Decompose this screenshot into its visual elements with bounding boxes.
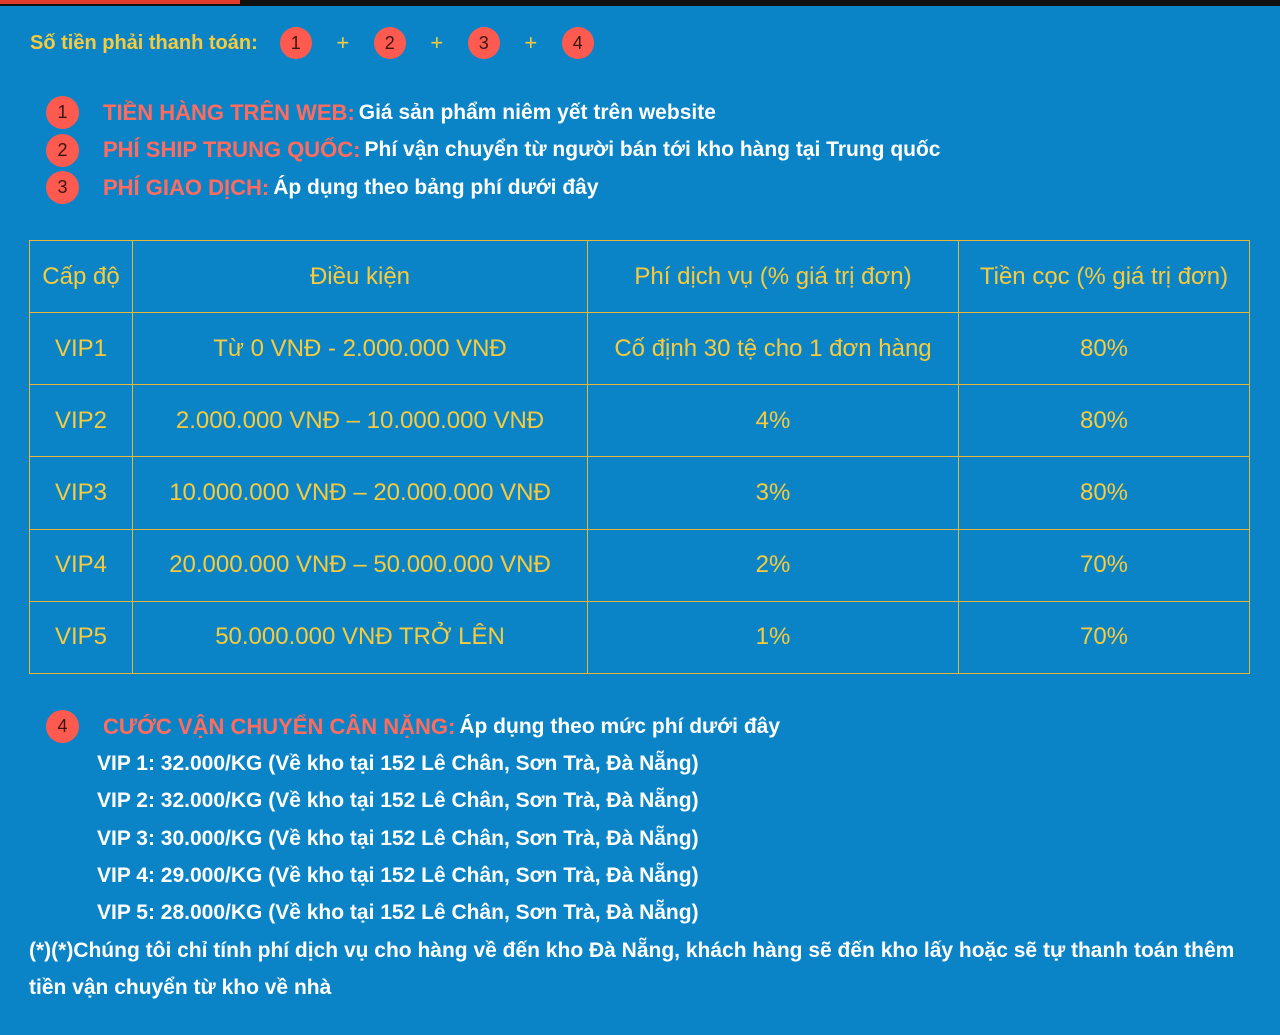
top-banner-strip [0, 0, 1280, 6]
shipping-rate-line: VIP 3: 30.000/KG (Về kho tại 152 Lê Chân, Sơn Trà, Đà Nẵng) [97, 826, 699, 850]
table-row [30, 385, 1250, 457]
plus-sign: + [430, 30, 444, 55]
table-header-row [30, 241, 1250, 313]
shipping-rate-line: VIP 5: 28.000/KG (Về kho tại 152 Lê Chân, Sơn Trà, Đà Nẵng) [97, 901, 699, 925]
item-description: Áp dụng theo mức phí dưới đây [459, 714, 781, 738]
table-cell: VIP3 [30, 457, 133, 529]
item-description: Áp dụng theo bảng phí dưới đây [273, 175, 599, 199]
table-cell: 80% [959, 385, 1250, 457]
weight-shipping-section [46, 708, 780, 746]
table-row [30, 529, 1250, 601]
table-cell: 3% [588, 457, 959, 529]
table-cell: 80% [959, 457, 1250, 529]
fee-components-list [46, 94, 940, 207]
table-cell: 70% [959, 529, 1250, 601]
table-cell: Từ 0 VNĐ - 2.000.000 VNĐ [133, 313, 588, 385]
table-cell: 2.000.000 VNĐ – 10.000.000 VNĐ [133, 385, 588, 457]
column-header: Cấp độ [30, 241, 133, 313]
shipping-rate-list [97, 745, 699, 931]
table-cell: VIP2 [30, 385, 133, 457]
table-cell: 50.000.000 VNĐ TRỞ LÊN [133, 601, 588, 673]
column-header: Phí dịch vụ (% giá trị đơn) [588, 241, 959, 313]
table-cell: 70% [959, 601, 1250, 673]
table-row [30, 313, 1250, 385]
number-badge: 2 [46, 134, 79, 167]
table-cell: VIP4 [30, 529, 133, 601]
formula-term-badge: 2 [374, 27, 406, 59]
table-cell: Cố định 30 tệ cho 1 đơn hàng [588, 313, 959, 385]
formula-term-badge: 4 [562, 27, 594, 59]
table-row [30, 601, 1250, 673]
item-description: Phí vận chuyển từ người bán tới kho hàng tại Trung quốc [364, 138, 941, 162]
item-heading: PHÍ SHIP TRUNG QUỐC: [103, 137, 361, 163]
item-heading: PHÍ GIAO DỊCH: [103, 174, 270, 200]
number-badge: 1 [46, 96, 79, 129]
shipping-rate-line: VIP 4: 29.000/KG (Về kho tại 152 Lê Chân, Sơn Trà, Đà Nẵng) [97, 863, 699, 887]
table-cell: 20.000.000 VNĐ – 50.000.000 VNĐ [133, 529, 588, 601]
column-header: Điều kiện [133, 241, 588, 313]
table-cell: 10.000.000 VNĐ – 20.000.000 VNĐ [133, 457, 588, 529]
formula-term-badge: 1 [280, 27, 312, 59]
fee-component-item [46, 708, 780, 746]
banner-edge [0, 0, 240, 4]
formula-label: Số tiền phải thanh toán: [30, 31, 258, 54]
table-cell: 1% [588, 601, 959, 673]
item-description: Giá sản phẩm niêm yết trên website [358, 100, 716, 124]
footnote: (*)(*)Chúng tôi chỉ tính phí dịch vụ cho hàng về đến kho Đà Nẵng, khách hàng sẽ đến kho lấy hoặc sẽ tự thanh toán thêm tiền vận chuyển từ kho về nhà [29, 939, 1235, 999]
table-cell: 80% [959, 313, 1250, 385]
shipping-rate-line: VIP 2: 32.000/KG (Về kho tại 152 Lê Chân, Sơn Trà, Đà Nẵng) [97, 789, 699, 813]
number-badge: 4 [46, 710, 79, 743]
table-cell: 2% [588, 529, 959, 601]
table-cell: 4% [588, 385, 959, 457]
plus-sign: + [336, 30, 350, 55]
fee-component-item [46, 169, 940, 207]
plus-sign: + [524, 30, 538, 55]
payment-formula [30, 26, 594, 60]
shipping-rate-line: VIP 1: 32.000/KG (Về kho tại 152 Lê Chân, Sơn Trà, Đà Nẵng) [97, 752, 699, 775]
column-header: Tiền cọc (% giá trị đơn) [959, 241, 1250, 313]
number-badge: 3 [46, 171, 79, 204]
fee-component-item [46, 132, 940, 170]
table-cell: VIP1 [30, 313, 133, 385]
table-row [30, 457, 1250, 529]
item-heading: CƯỚC VẬN CHUYỂN CÂN NẶNG: [103, 713, 456, 739]
formula-term-badge: 3 [468, 27, 500, 59]
fee-component-item [46, 94, 940, 132]
table-cell: VIP5 [30, 601, 133, 673]
item-heading: TIỀN HÀNG TRÊN WEB: [103, 99, 355, 125]
fee-table [29, 240, 1250, 674]
